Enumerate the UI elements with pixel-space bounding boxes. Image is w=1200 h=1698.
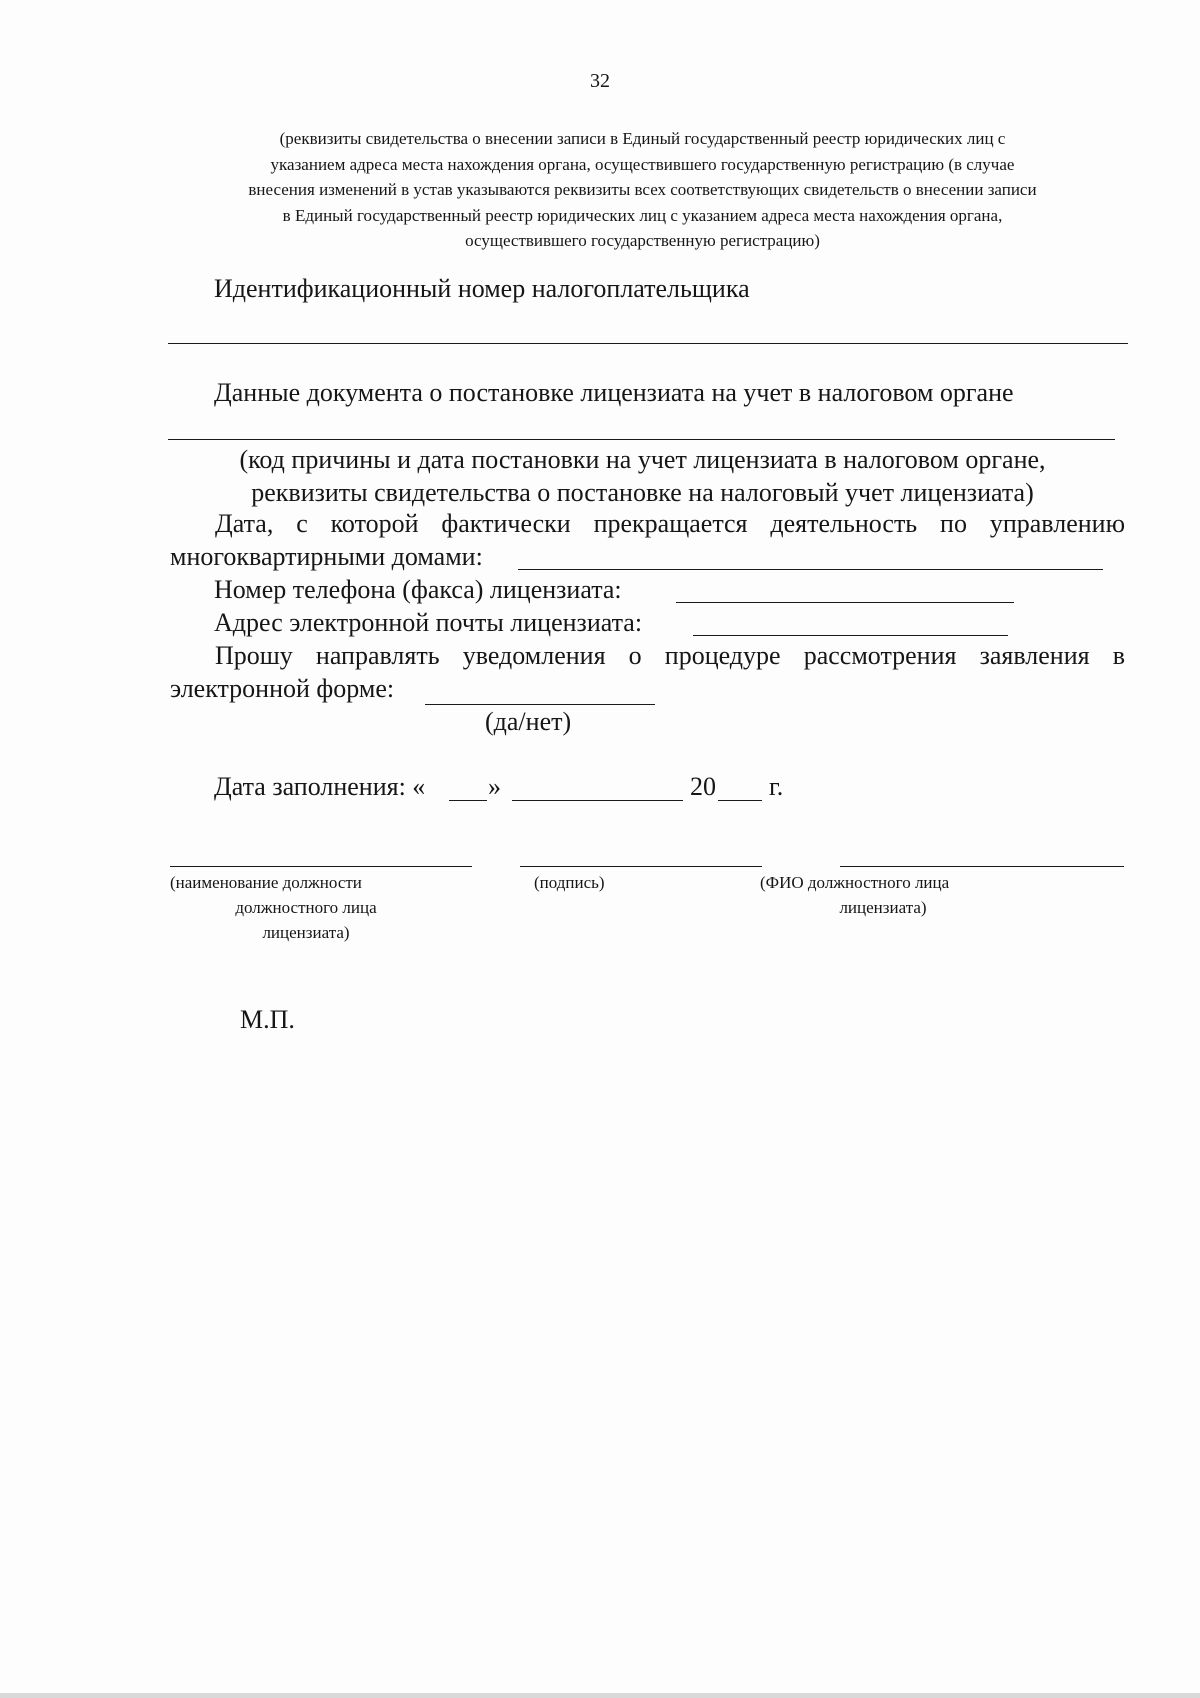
scan-edge [0,1693,1200,1698]
phone-field-line[interactable] [676,602,1014,603]
fill-date-day-line[interactable] [449,800,487,801]
page-number: 32 [590,70,610,92]
phone-label: Номер телефона (факса) лицензиата: [214,575,622,604]
electronic-notice-text-cont: электронной форме: [170,674,395,703]
position-field-line[interactable] [170,866,472,867]
fill-date-year-line[interactable] [718,800,762,801]
electronic-notice-text: Прошу направлять уведомления о процедуре рассмотрения заявления в [215,641,1125,670]
inn-field-line[interactable] [168,343,1128,344]
termination-date-text: Дата, с которой фактически прекращается деятельность по управлению [215,509,1125,538]
tax-registration-note [160,443,1125,509]
email-label: Адрес электронной почты лицензиата: [214,608,643,637]
tax-registration-note-line: реквизиты свидетельства о постановке на налоговый учет лицензиата) [251,478,1034,507]
registration-note-line: в Единый государственный реестр юридических лиц с указанием адреса места нахождения органа, [282,205,1003,225]
inn-label: Идентификационный номер налогоплательщика [214,274,750,303]
position-caption-line: лицензиата) [262,923,350,942]
tax-registration-field-line[interactable] [168,439,1115,440]
electronic-notice-field-line[interactable] [425,704,655,705]
signature-caption: (подпись) [534,873,605,892]
registration-note-line: указанием адреса места нахождения органа, осуществившего государственную регистрацию (в случае [270,154,1015,174]
tax-registration-label: Данные документа о постановке лицензиата на учет в налоговом органе [214,378,1014,407]
fill-date-label: Дата заполнения: « [214,772,426,801]
full-name-field-line[interactable] [840,866,1124,867]
full-name-caption-line: (ФИО должностного лица [760,873,950,892]
registration-note [160,126,1125,254]
termination-date-field-line[interactable] [518,569,1103,570]
email-field-line[interactable] [693,635,1008,636]
fill-date-year-prefix: 20 [690,772,716,801]
fill-date-close-quote: » [488,772,501,801]
stamp-place: М.П. [240,1005,295,1034]
signature-field-line[interactable] [520,866,762,867]
electronic-notice-hint: (да/нет) [485,707,572,736]
registration-note-line: (реквизиты свидетельства о внесении записи в Единый государственный реестр юридических лиц с [279,129,1006,148]
registration-note-line: осуществившего государственную регистрацию) [465,231,820,250]
position-caption-line: должностного лица [235,898,377,917]
fill-date-year-suffix: г. [769,772,784,801]
full-name-caption-line: лицензиата) [839,898,927,917]
fill-date-month-line[interactable] [512,800,683,801]
registration-note-line: внесения изменений в устав указываются реквизиты всех соответствующих свидетельств о внесении записи [248,180,1037,199]
tax-registration-note-line: (код причины и дата постановки на учет лицензиата в налоговом органе, [239,445,1046,474]
termination-date-text-cont: многоквартирными домами: [170,542,483,571]
position-caption-line: (наименование должности [170,873,362,892]
